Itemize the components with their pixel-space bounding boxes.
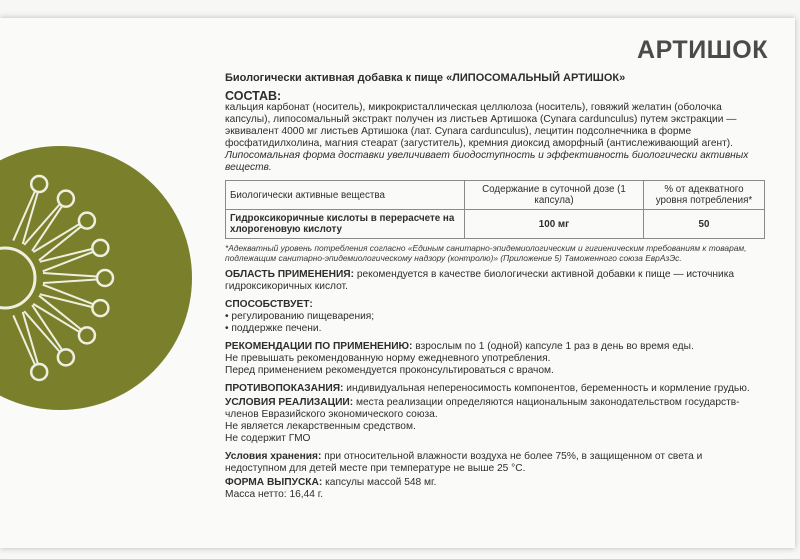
release-form-heading: ФОРМА ВЫПУСКА: (225, 477, 323, 488)
recommendations-line: Перед применением рекомендуется проконсультироваться с врачом. (225, 365, 554, 376)
sale-conditions-text: места реализации определяются национальным законодательством государств-членов Евразийского экономического союза. (225, 397, 740, 420)
storage-text: при относительной влажности воздуха не более 75%, в защищенном от света и недоступном для детей месте при температуре не выше 25 °С. (225, 451, 703, 474)
list-item: • регулированию пищеварения; (225, 311, 375, 322)
sale-conditions-heading: УСЛОВИЯ РЕАЛИЗАЦИИ: (225, 397, 354, 408)
composition-heading: СОСТАВ: (225, 89, 282, 103)
storage-section (225, 451, 765, 475)
liposome-illustration (0, 0, 200, 559)
composition-text: кальция карбонат (носитель), микрокристаллическая целлюлоза (носитель), говяжий желатин (оболочка капсулы), липосомальный экстракт получен из листьев Артишока (Cynara cardunculus) путем экстракции — эквивалент 4000 мг листьев Артишока (лат. Cynara cardunculus), лецитин подсолнечника в форме фосфатидилхолина, магния стеарат (загуститель), кремния диоксид аморфный (антислеживающий агент). (225, 102, 737, 149)
storage-heading: Условия хранения: (225, 451, 322, 462)
list-item: • поддержке печени. (225, 323, 322, 334)
composition-note: Липосомальная форма доставки увеличивает биодоступность и эффективность биологически активных веществ. (225, 150, 749, 173)
application-area (225, 269, 765, 293)
table-header: Биологически активные вещества (226, 181, 465, 210)
application-area-text: рекомендуется в качестве биологически активной добавки к пище — источника гидроксикоричных кислот. (225, 269, 735, 292)
table-cell: 100 мг (465, 210, 644, 239)
brand-title: АРТИШОК (637, 36, 768, 64)
ingredients-table (225, 180, 765, 239)
contraindications-section (225, 383, 765, 395)
application-area-heading: ОБЛАСТЬ ПРИМЕНЕНИЯ: (225, 269, 354, 280)
recommendations-text: взрослым по 1 (одной) капсуле 1 раз в день во время еды. (412, 341, 694, 352)
table-header: Содержание в суточной дозе (1 капсула) (465, 181, 644, 210)
table-cell: 50 (644, 210, 765, 239)
recommendations-line: Не превышать рекомендованную норму ежедневного употребления. (225, 353, 551, 364)
recommendations-heading: РЕКОМЕНДАЦИИ ПО ПРИМЕНЕНИЮ: (225, 341, 413, 352)
table-header: % от адекватного уровня потребления* (644, 181, 765, 210)
sale-conditions-section (225, 397, 765, 445)
product-subtitle: Биологически активная добавка к пище «ЛИПОСОМАЛЬНЫЙ АРТИШОК» (225, 72, 626, 84)
label-content (225, 72, 765, 501)
promotes-section (225, 299, 765, 335)
table-row (226, 210, 765, 239)
sale-conditions-line: Не содержит ГМО (225, 433, 311, 444)
release-form-text: капсулы массой 548 мг. (322, 477, 437, 488)
net-weight: Масса нетто: 16,44 г. (225, 489, 324, 500)
footnote: *Адекватный уровень потребления согласно «Единым санитарно-эпидемиологическим и гигиеническим требованиям к товарам, подлежащим санитарно-эпидемиологическому надзору (контролю)» (Приложение 5) Таможенного союза ЕврАзЭс. (225, 243, 747, 263)
release-form-section (225, 477, 765, 501)
sale-conditions-line: Не является лекарственным средством. (225, 421, 416, 432)
table-cell: Гидроксикоричные кислоты в перерасчете на хлорогеновую кислоту (226, 210, 465, 239)
table-header-row (226, 181, 765, 210)
promotes-heading: СПОСОБСТВУЕТ: (225, 299, 313, 310)
contraindications-text: индивидуальная непереносимость компонентов, беременность и кормление грудью. (343, 383, 750, 394)
contraindications-heading: ПРОТИВОПОКАЗАНИЯ: (225, 383, 344, 394)
recommendations-section (225, 341, 765, 377)
